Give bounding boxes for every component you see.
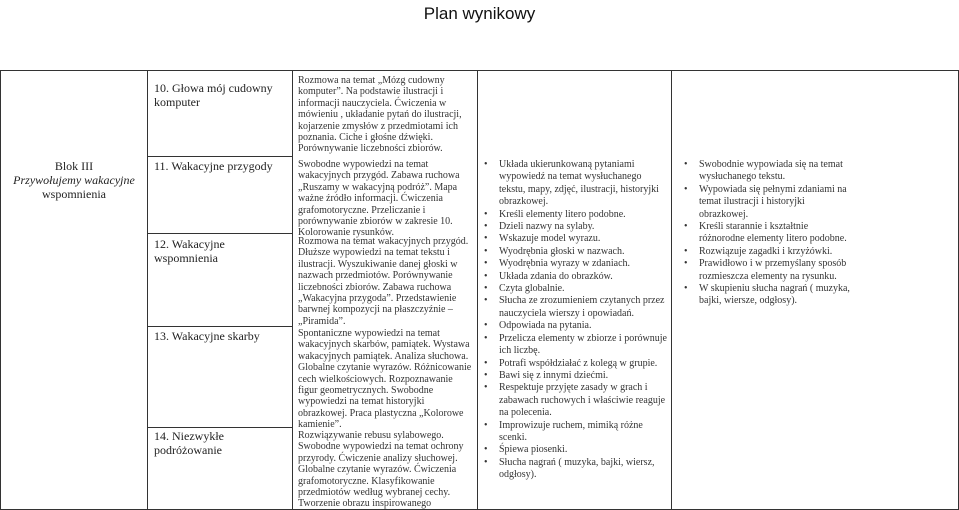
activities-12: Rozmowa na temat wakacyjnych przygód. Dłuższe wypowiedzi na temat tekstu i ilustracji. Wyszukiwanie danej głoski w nazwach przedmiotów. Porównywanie liczebności zbiorów. Zabawa ruchowa „Wakacyjna przygoda”. Przedstawienie barwnej kompozycji na płaszczyźnie – „Piramida”. <box>298 236 469 327</box>
basic-requirements-list <box>484 159 668 482</box>
column-divider-3 <box>477 70 478 510</box>
list-item: • Słucha ze zrozumieniem czytanych przez nauczyciela wierszy i opowiadań. <box>484 295 668 320</box>
list-item: • Układa zdania do obrazków. <box>484 271 668 283</box>
block-label <box>2 159 146 201</box>
list-item: • Dzieli nazwy na sylaby. <box>484 221 668 233</box>
list-item: • Odpowiada na pytania. <box>484 320 668 332</box>
list-item: • Układa ukierunkowaną pytaniami wypowiedź na temat wysłuchanego tekstu, mapy, zdjęć, ilustracji, historyjki obrazkowej. <box>484 159 668 209</box>
row-divider-2 <box>147 233 293 234</box>
block-subtitle: Przywołujemy wakacyjne <box>13 173 135 187</box>
list-item: • Rozwiązuje zagadki i krzyżówki. <box>684 246 850 258</box>
list-item: • Czyta globalnie. <box>484 283 668 295</box>
table-top-border <box>0 70 959 71</box>
activities-14: Rozwiązywanie rebusu sylabowego. Swobodne wypowiedzi na temat ochrony przyrody. Ćwiczenie analizy słuchowej. Globalne czytanie wyrazów. Ćwiczenia grafomotoryczne. Klasyfikowanie przedmiotów według wybranej cechy. Tworzenie obrazu inspirowanego <box>298 430 464 510</box>
list-item: • Swobodnie wypowiada się na temat wysłuchanego tekstu. <box>684 159 850 184</box>
activities-11: Swobodne wypowiedzi na temat wakacyjnych przygód. Zabawa ruchowa „Ruszamy w wakacyjną podróż”. Mapa ważne źródło informacji. Ćwiczenia grafomotoryczne. Przeliczanie i porównywanie zbiorów w zakresie 10. Kolorowanie rysunków. <box>298 159 460 239</box>
list-item: • W skupieniu słucha nagrań ( muzyka, bajki, wiersze, odgłosy). <box>684 283 850 308</box>
topic-13: 13. Wakacyjne skarby <box>154 329 260 343</box>
activities-13: Spontaniczne wypowiedzi na temat wakacyjnych skarbów, pamiątek. Wystawa wakacyjnych pamiątek. Analiza słuchowa. Globalne czytanie wyrazów. Różnicowanie cech wielkościowych. Rozpoznawanie figur geometrycznych. Swobodne wypowiedzi na temat historyjki obrazkowej. Praca plastyczna „Kolorowe kamienie”. <box>298 328 472 431</box>
list-item: • Potrafi współdziałać z kolegą w grupie. <box>484 358 668 370</box>
list-item: • Prawidłowo i w przemyślany sposób rozmieszcza elementy na rysunku. <box>684 258 850 283</box>
list-item: • Śpiewa piosenki. <box>484 444 668 456</box>
list-item: • Wyodrębnia wyrazy w zdaniach. <box>484 258 668 270</box>
list-item: • Wyodrębnia głoski w nazwach. <box>484 246 668 258</box>
block-theme: wspomnienia <box>42 187 106 201</box>
block-number: Blok III <box>54 159 94 173</box>
column-divider-4 <box>671 70 672 510</box>
topic-11: 11. Wakacyjne przygody <box>154 159 273 173</box>
topic-12: 12. Wakacyjne wspomnienia <box>154 237 225 265</box>
column-divider-1 <box>147 70 148 510</box>
topic-10: 10. Głowa mój cudowny komputer <box>154 81 273 109</box>
list-item: • Respektuje przyjęte zasady w grach i zabawach ruchowych i właściwie reaguje na polecenia. <box>484 382 668 419</box>
list-item: • Kreśli elementy litero podobne. <box>484 209 668 221</box>
column-divider-2 <box>292 70 293 510</box>
row-divider-3 <box>147 326 293 327</box>
extended-requirements-list <box>684 159 850 308</box>
activities-10: Rozmowa na temat „Mózg cudowny komputer”. Na podstawie ilustracji i informacji nauczyciela. Ćwiczenia w mówieniu , układanie pytań do ilustracji, kojarzenie zmysłów z przedmiotami ich poznania. Ciche i głośne dźwięki. Porównywanie liczebności zbiorów. <box>298 75 462 155</box>
row-divider-1 <box>147 156 293 157</box>
list-item: • Przelicza elementy w zbiorze i porównuje ich liczbę. <box>484 333 668 358</box>
row-divider-4 <box>147 427 293 428</box>
list-item: • Wypowiada się pełnymi zdaniami na temat ilustracji i historyjki obrazkowej. <box>684 184 850 221</box>
table-left-border <box>0 70 1 510</box>
page-title: Plan wynikowy <box>423 4 536 23</box>
list-item: • Kreśli starannie i kształtnie różnorodne elementy litero podobne. <box>684 221 850 246</box>
topic-14: 14. Niezwykłe podróżowanie <box>154 429 224 457</box>
list-item: • Bawi się z innymi dziećmi. <box>484 370 668 382</box>
list-item: • Wskazuje model wyrazu. <box>484 233 668 245</box>
list-item: • Słucha nagrań ( muzyka, bajki, wiersz, odgłosy). <box>484 457 668 482</box>
list-item: • Improwizuje ruchem, mimiką różne scenki. <box>484 420 668 445</box>
